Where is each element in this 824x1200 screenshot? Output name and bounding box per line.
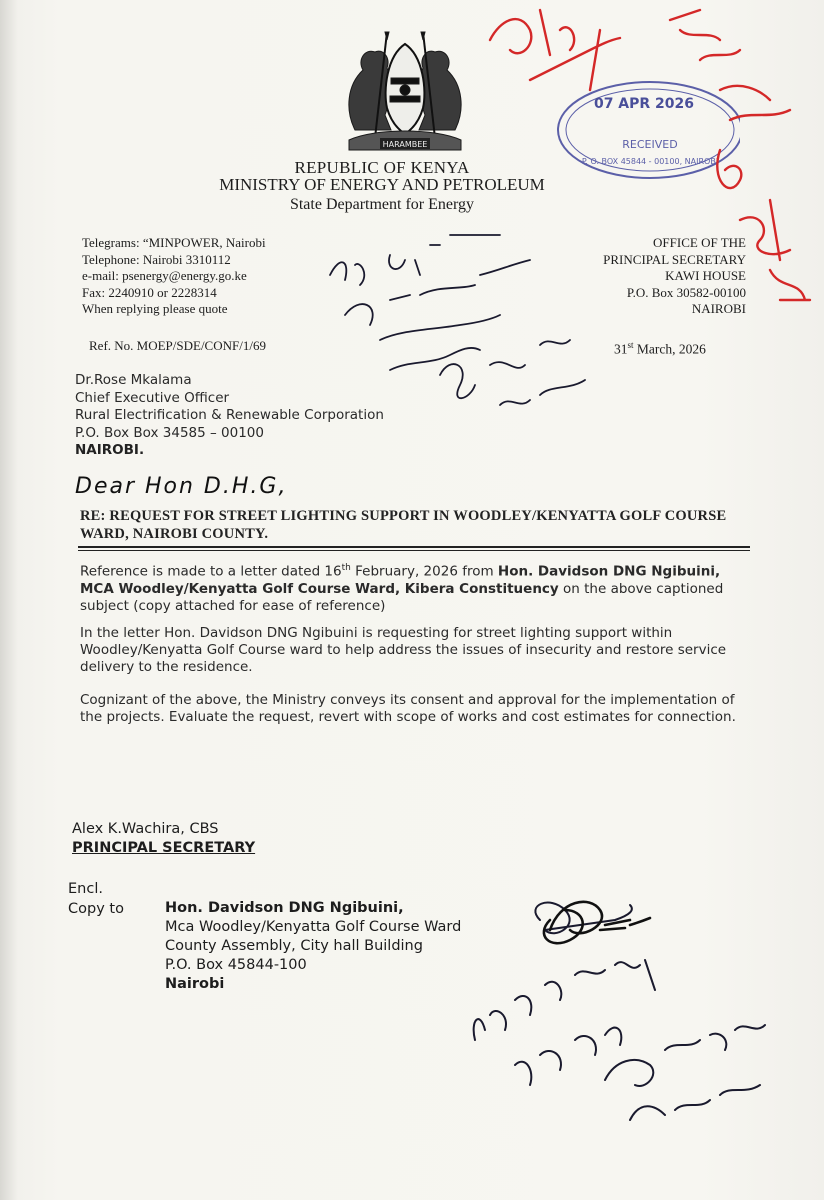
recipient-org: Rural Electrification & Renewable Corporation bbox=[75, 407, 384, 423]
body-paragraph-1: Reference is made to a letter dated 16th February, 2026 from Hon. Davidson DNG Ngibuini, MCA Woodley/Kenyatta Golf Course Ward, Kibera Constituency on the above captioned subject (copy attached for ease of reference) bbox=[80, 563, 724, 614]
handwritten-salutation: Dear Hon D.H.G, bbox=[75, 474, 288, 499]
reply-line: When replying please quote bbox=[82, 301, 228, 316]
email-line: e-mail: psenergy@energy.go.ke bbox=[82, 268, 247, 283]
office-line-2: PRINCIPAL SECRETARY bbox=[603, 251, 746, 267]
enclosure-label: Encl. bbox=[68, 881, 103, 897]
recipient-city: NAIROBI. bbox=[75, 442, 145, 458]
copy-to-block bbox=[165, 899, 461, 994]
ministry-heading: MINISTRY OF ENERGY AND PETROLEUM bbox=[219, 175, 545, 194]
office-line-5: NAIROBI bbox=[691, 301, 746, 316]
reference-number: Ref. No. MOEP/SDE/CONF/1/69 bbox=[89, 338, 266, 353]
contact-block bbox=[82, 235, 266, 318]
stamp-received: RECEIVED bbox=[622, 138, 678, 151]
stamp-date: 07 APR 2026 bbox=[593, 96, 695, 112]
republic-heading: REPUBLIC OF KENYA bbox=[294, 158, 470, 177]
subject-line: RE: REQUEST FOR STREET LIGHTING SUPPORT IN WOODLEY/KENYATTA GOLF COURSE WARD, NAIROBI COUNTY. bbox=[80, 508, 727, 542]
signatory-name: Alex K.Wachira, CBS bbox=[72, 821, 219, 837]
recipient-title: Chief Executive Officer bbox=[75, 389, 230, 406]
subject-rule bbox=[78, 546, 750, 548]
signature-block bbox=[72, 820, 255, 858]
body-paragraph-2: In the letter Hon. Davidson DNG Ngibuini is requesting for street lighting support within Woodley/Kenyatta Golf Course ward to help address the issues of insecurity and restore service delivery to the residence. bbox=[80, 625, 727, 675]
cc-name: Hon. Davidson DNG Ngibuini, bbox=[165, 900, 404, 916]
signature-scribble bbox=[540, 890, 660, 950]
telegrams-line: Telegrams: “MINPOWER, Nairobi bbox=[82, 235, 266, 250]
signatory-title: PRINCIPAL SECRETARY bbox=[72, 840, 256, 856]
cc-place: County Assembly, City hall Building bbox=[165, 938, 423, 954]
telephone-line: Telephone: Nairobi 3310112 bbox=[82, 251, 231, 267]
cc-box: P.O. Box 45844-100 bbox=[165, 957, 307, 973]
stamp-box: P. O. BOX 45844 - 00100, NAIROBI bbox=[581, 157, 719, 166]
coat-of-arms-icon bbox=[335, 30, 475, 155]
motto-text: HARAMBEE bbox=[382, 140, 428, 149]
office-line-1: OFFICE OF THE bbox=[653, 235, 746, 250]
department-heading: State Department for Energy bbox=[289, 196, 475, 213]
blue-handwritten-note bbox=[300, 215, 610, 430]
recipient-name: Dr.Rose Mkalama bbox=[75, 372, 192, 388]
subject-rule-thin bbox=[78, 550, 750, 551]
body-paragraph-3: Cognizant of the above, the Ministry conveys its consent and approval for the implementation of the projects. Evaluate the request, revert with scope of works and cost estimates for connection. bbox=[80, 692, 736, 725]
office-line-4: P.O. Box 30582-00100 bbox=[626, 284, 746, 300]
recipient-box: P.O. Box Box 34585 – 00100 bbox=[75, 424, 264, 441]
fax-line: Fax: 2240910 or 2228314 bbox=[82, 284, 217, 300]
copy-to-label: Copy to bbox=[68, 901, 124, 917]
cc-city: Nairobi bbox=[165, 976, 225, 992]
cc-role: Mca Woodley/Kenyatta Golf Course Ward bbox=[165, 919, 462, 935]
office-line-3: KAWI HOUSE bbox=[665, 268, 746, 283]
letter-date: 31st March, 2026 bbox=[614, 340, 706, 357]
